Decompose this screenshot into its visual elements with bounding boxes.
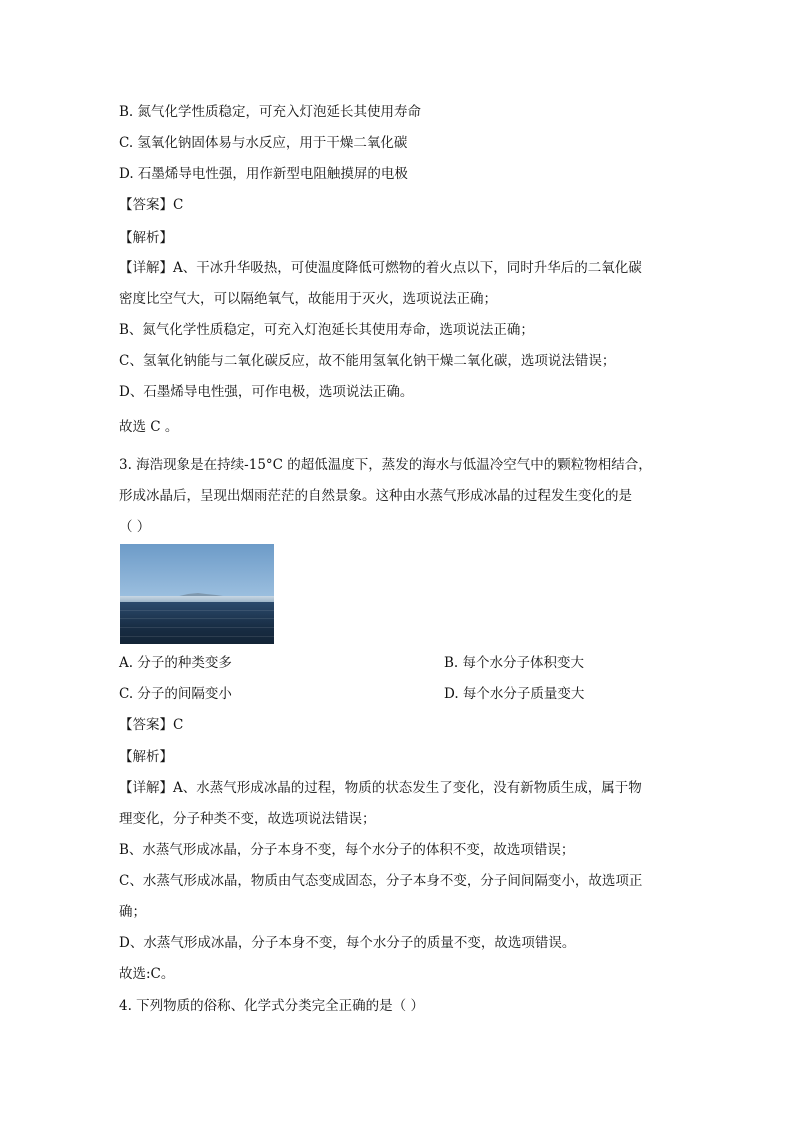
q2-detail-line: C、氢氧化钠能与二氧化碳反应，故不能用氢氧化钠干燥二氧化碳，选项说法错误； bbox=[119, 353, 616, 369]
q4-stem: 4. 下列物质的俗称、化学式分类完全正确的是（ ） bbox=[119, 998, 424, 1014]
q2-option-c: C. 氢氧化钠固体易与水反应，用于干燥二氧化碳 bbox=[119, 135, 408, 151]
q3-detail-line: C、水蒸气形成冰晶，物质由气态变成固态，分子本身不变，分子间间隔变小，故选项正 bbox=[119, 873, 643, 889]
q3-detail-line: 【详解】A、水蒸气形成冰晶的过程，物质的状态发生了变化，没有新物质生成，属于物 bbox=[119, 780, 642, 796]
q3-stem-blank: （ ） bbox=[119, 519, 151, 535]
q3-option-d: D. 每个水分子质量变大 bbox=[444, 686, 585, 702]
q2-analysis-heading: 【解析】 bbox=[119, 230, 173, 246]
q2-option-d: D. 石墨烯导电性强，用作新型电阻触摸屏的电极 bbox=[119, 166, 408, 182]
q2-detail-line: B、氮气化学性质稳定，可充入灯泡延长其使用寿命，选项说法正确； bbox=[119, 322, 534, 338]
q3-option-b: B. 每个水分子体积变大 bbox=[444, 655, 585, 671]
q3-stem-line: 形成冰晶后，呈现出烟雨茫茫的自然景象。这种由水蒸气形成冰晶的过程发生变化的是 bbox=[119, 488, 632, 504]
q2-answer: 【答案】C bbox=[119, 197, 184, 213]
q2-option-b: B. 氮气化学性质稳定，可充入灯泡延长其使用寿命 bbox=[119, 104, 422, 120]
q3-analysis-heading: 【解析】 bbox=[119, 749, 173, 765]
q2-detail-line: 密度比空气大，可以隔绝氧气，故能用于灭火，选项说法正确； bbox=[119, 291, 497, 307]
q2-conclusion: 故选 C 。 bbox=[119, 419, 179, 435]
q3-option-a: A. 分子的种类变多 bbox=[119, 655, 232, 671]
q3-detail-line: D、水蒸气形成冰晶，分子本身不变，每个水分子的质量不变，故选项错误。 bbox=[119, 935, 576, 951]
q3-detail-line: B、水蒸气形成冰晶，分子本身不变，每个水分子的体积不变，故选项错误； bbox=[119, 842, 575, 858]
q3-stem-line: 3. 海浩现象是在持续-15°C 的超低温度下，蒸发的海水与低温冷空气中的颗粒物相结合， bbox=[119, 457, 652, 473]
q3-detail-line: 确； bbox=[119, 904, 146, 920]
q2-detail-line: D、石墨烯导电性强，可作电极，选项说法正确。 bbox=[119, 384, 414, 400]
q3-detail-line: 理变化，分子种类不变，故选项说法错误； bbox=[119, 811, 376, 827]
q2-detail-line: 【详解】A、干冰升华吸热，可使温度降低可燃物的着火点以下，同时升华后的二氧化碳 bbox=[119, 260, 642, 276]
q3-conclusion: 故选:C。 bbox=[119, 966, 175, 982]
q3-option-c: C. 分子的间隔变小 bbox=[119, 686, 232, 702]
q3-answer: 【答案】C bbox=[119, 717, 184, 733]
sea-smoke-photo bbox=[120, 544, 274, 644]
